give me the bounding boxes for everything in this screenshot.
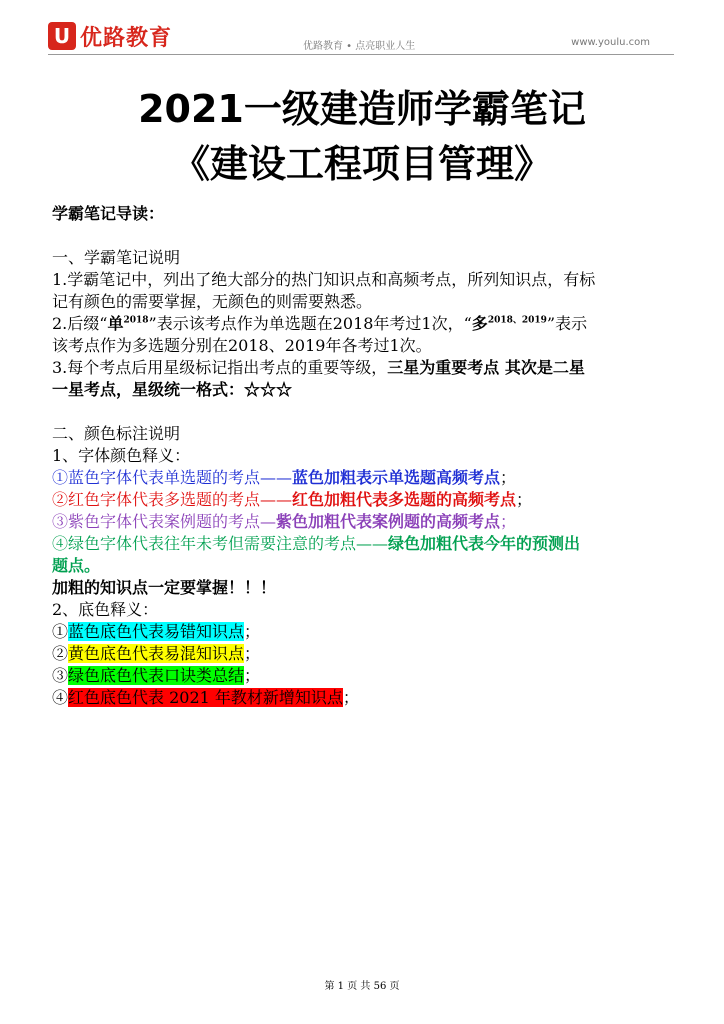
bg1-number: ① [52, 622, 69, 641]
logo [48, 20, 172, 52]
header-slogan: 优路教育 • 点亮职业人生 [303, 41, 416, 52]
bg2-number: ② [52, 644, 69, 663]
green-legend-text: ④绿色字体代表往年未考但需要注意的考点—— [52, 534, 389, 553]
red-font-legend [52, 489, 674, 511]
bg-legend-cyan [52, 621, 674, 643]
bg-legend-green [52, 665, 674, 687]
p3-text-a: 3.每个考点后用星级标记指出考点的重要等级， [52, 358, 388, 377]
blue-legend-text: ①蓝色字体代表单选题的考点—— [52, 468, 293, 487]
section1-p2-line2: 该考点作为多选题分别在2018、2019年各考过1次。 [52, 336, 432, 355]
page-header [48, 18, 674, 55]
header-website: www.youlu.com [571, 37, 650, 48]
blue-legend-semicolon: ； [500, 468, 517, 487]
bg1-text: 蓝色底色代表易错知识点 [68, 622, 245, 641]
red-legend-text: ②红色字体代表多选题的考点—— [52, 490, 293, 509]
purple-legend-bold: 紫色加粗代表案例题的高频考点 [276, 512, 501, 531]
p2-dan: 单 [107, 314, 124, 333]
bg-legend-yellow [52, 643, 674, 665]
document-title-line1: 2021一级建造师学霸笔记 [138, 87, 586, 131]
document-body [52, 203, 674, 709]
document-title-line2: 《建设工程项目管理》 [171, 142, 552, 186]
red-legend-bold: 红色加粗代表多选题的高频考点 [292, 490, 517, 509]
purple-legend-text: ③紫色字体代表案例题的考点— [52, 512, 277, 531]
section1-heading: 一、学霸笔记说明 [52, 248, 181, 267]
logo-mark-icon: U [48, 22, 76, 50]
bg1-semicolon: ； [244, 622, 261, 641]
p2-sup-2018: 2018 [123, 315, 149, 326]
bg4-semicolon: ； [342, 688, 359, 707]
red-legend-semicolon: ； [516, 490, 533, 509]
section1-p1-line1: 1.学霸笔记中，列出了绝大部分的热门知识点和高频考点，所列知识点，有标 [52, 270, 596, 289]
page-footer: 第 1 页 共 56 页 [324, 981, 400, 992]
section2-sub1: 1、字体颜色释义： [52, 446, 191, 465]
must-master-note: 加粗的知识点一定要掌握！！！ [52, 578, 277, 597]
logo-text: 优路教育 [80, 25, 173, 51]
section1-p2-line1 [52, 313, 674, 335]
p2-sup-2018-2019: 2018、2019 [487, 315, 547, 326]
p3-text-b: 三星为重要考点 其次是二星 [387, 358, 585, 377]
bg4-text: 红色底色代表 2021 年教材新增知识点 [68, 688, 343, 707]
section1-p1-line2: 记有颜色的需要掌握，无颜色的则需要熟悉。 [52, 292, 373, 311]
p2-text-c: ”表示 [546, 314, 588, 333]
bg4-number: ④ [52, 688, 69, 707]
green-font-legend-line1 [52, 533, 674, 555]
section1-p3-line2: 一星考点，星级统一格式：☆☆☆ [52, 380, 293, 399]
purple-font-legend [52, 511, 674, 533]
green-legend-bold: 绿色加粗代表今年的预测出 [388, 534, 581, 553]
section2-heading: 二、颜色标注说明 [52, 424, 181, 443]
bg2-semicolon: ； [244, 644, 261, 663]
purple-legend-semicolon: ； [500, 512, 517, 531]
green-font-legend-line2: 题点。 [52, 556, 101, 575]
bg3-number: ③ [52, 666, 69, 685]
bg3-semicolon: ； [244, 666, 261, 685]
bg-legend-red [52, 687, 674, 709]
bg2-text: 黄色底色代表易混知识点 [68, 644, 245, 663]
bg3-text: 绿色底色代表口诀类总结 [68, 666, 245, 685]
section2-sub2: 2、底色释义： [52, 600, 159, 619]
intro-heading: 学霸笔记导读： [52, 204, 165, 223]
blue-font-legend [52, 467, 674, 489]
section1-p3-line1 [52, 357, 674, 379]
p2-text-b: ”表示该考点作为单选题在2018年考过1次，“ [148, 314, 472, 333]
blue-legend-bold: 蓝色加粗表示单选题高频考点 [292, 468, 501, 487]
p2-text-a: 2.后缀“ [52, 314, 108, 333]
p2-duo: 多 [471, 314, 488, 333]
